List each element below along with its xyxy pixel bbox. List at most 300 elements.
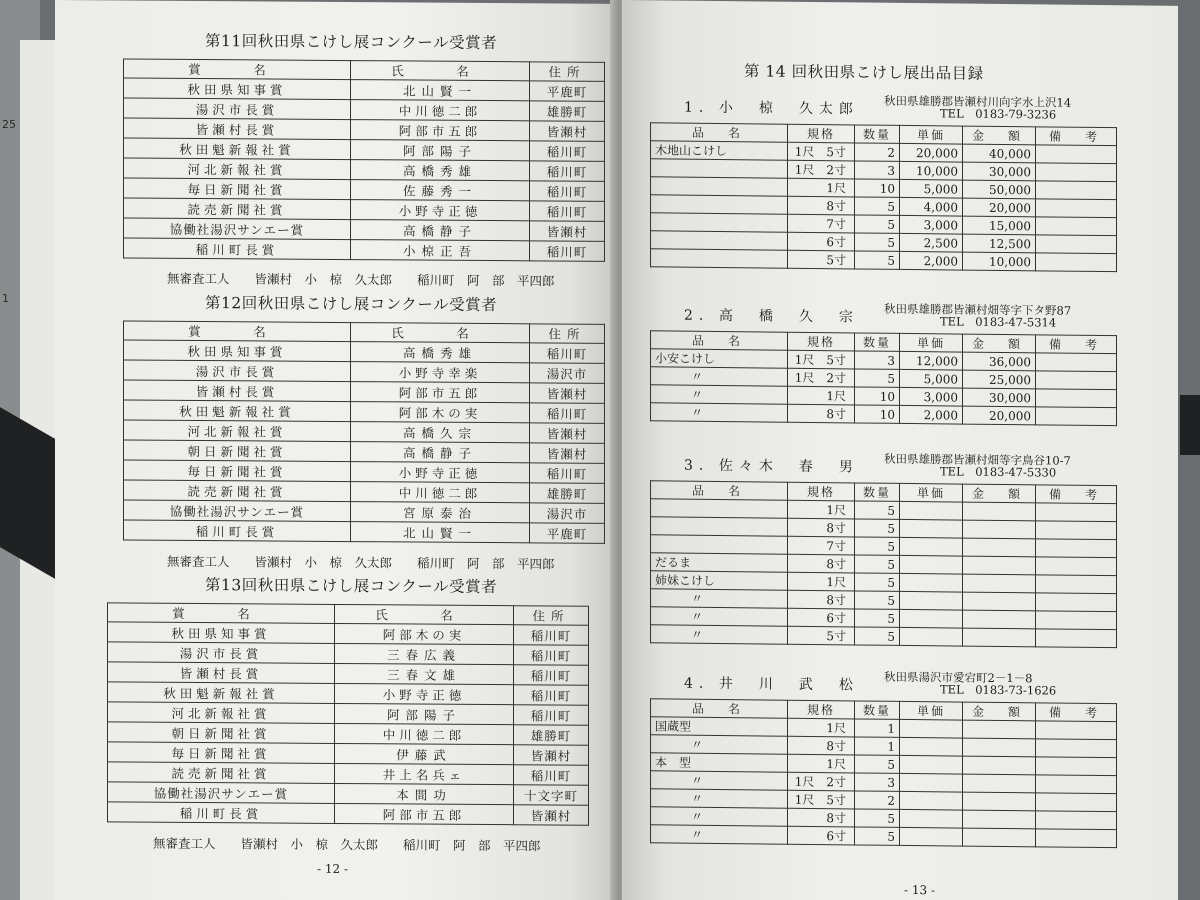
remarks [1036, 353, 1117, 372]
item-name: 〃 [651, 367, 788, 386]
section-title: 第12回秋田県こけし展コンクール受賞者 [205, 294, 498, 315]
size: 1尺 [788, 386, 855, 405]
amount [963, 610, 1036, 629]
winner-name: 中川徳二郎 [351, 100, 530, 121]
quantity: 2 [855, 791, 900, 809]
address: 皆瀬村 [530, 383, 605, 404]
book-clip-right [1180, 395, 1200, 455]
unit-price [900, 627, 963, 646]
item-name: 〃 [651, 807, 788, 826]
column-header: 金 額 [963, 334, 1036, 353]
size: 1尺 [788, 754, 855, 773]
size: 6寸 [788, 826, 855, 845]
amount [963, 520, 1036, 539]
address: 稲川町 [514, 765, 589, 786]
unit-price: 12,000 [900, 351, 963, 370]
remarks [1036, 199, 1117, 218]
amount [963, 738, 1036, 757]
address: 皆瀬村 [530, 221, 605, 242]
column-header: 品 名 [651, 481, 788, 500]
remarks [1036, 407, 1117, 426]
quantity: 1 [855, 719, 900, 737]
item-name: 〃 [651, 735, 788, 754]
unit-price [900, 609, 963, 628]
address: 湯沢市 [530, 503, 605, 524]
size: 1尺 2寸 [788, 772, 855, 791]
column-header: 賞 名 [124, 59, 351, 80]
winner-name: 高橋静子 [351, 442, 530, 463]
maker-address: 秋田県雄勝郡皆瀬村川向字水上沢14 [884, 93, 1072, 110]
column-header: 氏 名 [335, 604, 514, 624]
unit-price [900, 537, 963, 556]
winner-name: 阿部陽子 [351, 140, 530, 161]
address: 雄勝町 [530, 483, 605, 504]
quantity: 5 [855, 537, 900, 555]
column-header: 氏 名 [351, 323, 530, 343]
quantity: 5 [855, 197, 900, 215]
winner-name: 高橋静子 [351, 220, 530, 241]
amount [963, 720, 1036, 739]
award-name: 毎日新聞社賞 [124, 178, 351, 200]
table-row [651, 403, 1117, 426]
column-header: 数量 [855, 701, 900, 719]
amount [963, 502, 1036, 521]
address: 皆瀬村 [514, 805, 589, 826]
remarks [1036, 181, 1117, 200]
unit-price [900, 519, 963, 538]
remarks [1036, 811, 1117, 830]
award-name: 読売新聞社賞 [124, 198, 351, 220]
award-name: 稲川町長賞 [124, 238, 351, 260]
amount: 36,000 [963, 352, 1036, 371]
column-header: 賞 名 [124, 321, 351, 342]
winner-name: 高橋秀雄 [351, 160, 530, 181]
maker-name: 4．井 川 武 松 [684, 675, 859, 694]
amount [963, 756, 1036, 775]
amount: 12,500 [963, 234, 1036, 253]
column-header: 備 考 [1036, 127, 1117, 146]
column-header: 単価 [900, 333, 963, 352]
column-header: 数量 [855, 483, 900, 501]
remarks [1036, 557, 1117, 576]
item-name: 小安こけし [651, 349, 788, 368]
quantity: 5 [855, 573, 900, 591]
unit-price [900, 773, 963, 792]
maker-name: 2．高 橋 久 宗 [684, 307, 859, 326]
unit-price: 3,000 [900, 215, 963, 234]
item-name: 〃 [651, 789, 788, 808]
unit-price [900, 719, 963, 738]
award-name: 毎日新聞社賞 [124, 460, 351, 482]
winner-name: 阿部陽子 [335, 703, 514, 724]
item-name: 木地山こけし [651, 141, 788, 160]
quantity: 5 [855, 501, 900, 519]
size: 5寸 [788, 250, 855, 269]
quantity: 10 [855, 387, 900, 405]
award-name: 稲川町長賞 [108, 802, 335, 824]
award-name: 皆瀬村長賞 [124, 380, 351, 402]
table-header-row [108, 603, 589, 625]
unit-price [900, 791, 963, 810]
remarks [1036, 253, 1117, 272]
quantity: 5 [855, 555, 900, 573]
table-row [108, 802, 589, 825]
award-name: 湯沢市長賞 [108, 642, 335, 664]
unit-price: 4,000 [900, 197, 963, 216]
address: 稲川町 [530, 241, 605, 262]
winner-name: 北山賢一 [351, 522, 530, 543]
winner-name: 高橋秀雄 [351, 342, 530, 363]
maker-address: 秋田県雄勝郡皆瀬村畑等字鳥谷10-7 [884, 451, 1071, 468]
address: 湯沢市 [530, 363, 605, 384]
column-header: 規格 [788, 482, 855, 501]
amount [963, 556, 1036, 575]
item-name [651, 517, 788, 536]
winner-name: 宮原泰治 [351, 502, 530, 523]
award-name: 協働社湯沢サンエー賞 [124, 500, 351, 522]
maker-tel: TEL 0183-47-5330 [940, 464, 1057, 480]
address: 稲川町 [514, 685, 589, 706]
remarks [1036, 217, 1117, 236]
column-header: 単価 [900, 483, 963, 502]
size: 8寸 [788, 518, 855, 537]
item-name: 〃 [651, 771, 788, 790]
amount [963, 810, 1036, 829]
size: 8寸 [788, 590, 855, 609]
item-name: 〃 [651, 825, 788, 844]
column-header: 備 考 [1036, 335, 1117, 354]
item-name: 姉妹こけし [651, 571, 788, 590]
item-name: 〃 [651, 607, 788, 626]
address: 稲川町 [514, 645, 589, 666]
table-row [124, 520, 605, 543]
address: 稲川町 [530, 343, 605, 364]
size: 1尺 2寸 [788, 160, 855, 179]
award-name: 河北新報社賞 [108, 702, 335, 724]
winner-name: 阿部市五郎 [351, 382, 530, 403]
winner-name: 本間功 [335, 783, 514, 804]
unit-price [900, 591, 963, 610]
award-name: 朝日新聞社賞 [108, 722, 335, 744]
address: 稲川町 [530, 161, 605, 182]
remarks [1036, 611, 1117, 630]
award-name: 秋田魁新報社賞 [108, 682, 335, 704]
size: 8寸 [788, 404, 855, 423]
address: 稲川町 [530, 403, 605, 424]
unit-price: 3,000 [900, 387, 963, 406]
maker-tel: TEL 0183-47-5314 [940, 314, 1057, 330]
amount: 20,000 [963, 406, 1036, 425]
unit-price: 5,000 [900, 179, 963, 198]
unit-price: 2,500 [900, 233, 963, 252]
item-name: 〃 [651, 625, 788, 644]
amount [963, 774, 1036, 793]
remarks [1036, 521, 1117, 540]
winner-name: 小野寺正徳 [351, 462, 530, 483]
award-name: 秋田県知事賞 [124, 340, 351, 362]
column-header: 規格 [788, 124, 855, 143]
award-name: 秋田県知事賞 [108, 622, 335, 644]
address: 稲川町 [530, 463, 605, 484]
winner-name: 小野寺幸楽 [351, 362, 530, 383]
item-name: だるま [651, 553, 788, 572]
amount: 30,000 [963, 162, 1036, 181]
size: 5寸 [788, 626, 855, 645]
section-title: 第11回秋田県こけし展コンクール受賞者 [205, 32, 498, 53]
maker-tel: TEL 0183-73-1626 [940, 682, 1057, 698]
quantity: 10 [855, 179, 900, 197]
award-name: 秋田魁新報社賞 [124, 138, 351, 160]
size: 1尺 5寸 [788, 790, 855, 809]
unit-price [900, 737, 963, 756]
remarks [1036, 389, 1117, 408]
catalog-title: 第 14 回秋田県こけし展出品目録 [744, 62, 984, 83]
address: 稲川町 [514, 705, 589, 726]
award-table [123, 320, 605, 543]
remarks [1036, 829, 1117, 848]
item-name [651, 231, 788, 250]
column-header: 規格 [788, 332, 855, 351]
item-name [651, 195, 788, 214]
unit-price: 5,000 [900, 369, 963, 388]
quantity: 5 [855, 233, 900, 251]
catalog-table [650, 330, 1117, 426]
unit-price [900, 555, 963, 574]
remarks [1036, 593, 1117, 612]
table-row [651, 625, 1117, 648]
item-name: 国蔵型 [651, 717, 788, 736]
remarks [1036, 793, 1117, 812]
award-name: 協働社湯沢サンエー賞 [124, 218, 351, 240]
item-name [651, 159, 788, 178]
quantity: 3 [855, 351, 900, 369]
unjudged-artisans: 無審査工人 皆瀬村 小 椋 久太郎 稲川町 阿 部 平四郎 [153, 835, 541, 854]
quantity: 5 [855, 591, 900, 609]
size: 8寸 [788, 196, 855, 215]
amount: 15,000 [963, 216, 1036, 235]
unit-price [900, 755, 963, 774]
quantity: 5 [855, 215, 900, 233]
amount: 40,000 [963, 144, 1036, 163]
amount [963, 792, 1036, 811]
winner-name: 小野寺正徳 [335, 683, 514, 704]
amount [963, 574, 1036, 593]
column-header: 金 額 [963, 702, 1036, 721]
amount [963, 592, 1036, 611]
column-header: 金 額 [963, 126, 1036, 145]
winner-name: 阿部市五郎 [351, 120, 530, 141]
column-header: 備 考 [1036, 703, 1117, 722]
amount: 25,000 [963, 370, 1036, 389]
catalog-table [650, 480, 1117, 648]
unit-price: 2,000 [900, 251, 963, 270]
column-header: 数量 [855, 333, 900, 351]
award-name: 朝日新聞社賞 [124, 440, 351, 462]
size: 1尺 [788, 572, 855, 591]
item-name [651, 499, 788, 518]
quantity: 2 [855, 143, 900, 161]
amount [963, 538, 1036, 557]
remarks [1036, 503, 1117, 522]
quantity: 5 [855, 251, 900, 269]
quantity: 3 [855, 161, 900, 179]
column-header: 備 考 [1036, 485, 1117, 504]
address: 皆瀬村 [530, 121, 605, 142]
size: 8寸 [788, 736, 855, 755]
page-number: - 13 - [904, 882, 936, 898]
remarks [1036, 539, 1117, 558]
page-number: - 12 - [317, 861, 349, 877]
unit-price: 2,000 [900, 405, 963, 424]
table-row [124, 238, 605, 261]
remarks [1036, 739, 1117, 758]
amount: 20,000 [963, 198, 1036, 217]
amount: 50,000 [963, 180, 1036, 199]
address: 稲川町 [514, 625, 589, 646]
item-name: 〃 [651, 403, 788, 422]
item-name: 〃 [651, 385, 788, 404]
unit-price: 10,000 [900, 161, 963, 180]
address: 平鹿町 [530, 81, 605, 102]
remarks [1036, 775, 1117, 794]
unit-price [900, 573, 963, 592]
award-name: 秋田県知事賞 [124, 78, 351, 100]
award-name: 秋田魁新報社賞 [124, 400, 351, 422]
award-name: 読売新聞社賞 [108, 762, 335, 784]
award-name: 読売新聞社賞 [124, 480, 351, 502]
winner-name: 阿部木の実 [335, 623, 514, 644]
column-header: 住所 [514, 606, 589, 626]
remarks [1036, 575, 1117, 594]
address: 稲川町 [530, 201, 605, 222]
winner-name: 三春広義 [335, 643, 514, 664]
quantity: 5 [855, 519, 900, 537]
amount [963, 628, 1036, 647]
award-name: 河北新報社賞 [124, 420, 351, 442]
award-name: 稲川町長賞 [124, 520, 351, 542]
item-name [651, 535, 788, 554]
quantity: 5 [855, 627, 900, 645]
unit-price: 20,000 [900, 143, 963, 162]
ruler-mark: 25 [2, 118, 16, 131]
award-name: 湯沢市長賞 [124, 360, 351, 382]
winner-name: 三春文雄 [335, 663, 514, 684]
size: 1尺 5寸 [788, 142, 855, 161]
winner-name: 井上名兵ェ [335, 763, 514, 784]
quantity: 5 [855, 809, 900, 827]
unit-price [900, 501, 963, 520]
remarks [1036, 721, 1117, 740]
award-table [123, 58, 605, 261]
column-header: 単価 [900, 125, 963, 144]
item-name: 〃 [651, 589, 788, 608]
maker-address: 秋田県湯沢市愛宕町2－1－8 [884, 669, 1033, 686]
winner-name: 伊藤武 [335, 743, 514, 764]
remarks [1036, 163, 1117, 182]
winner-name: 北山賢一 [351, 80, 530, 101]
unjudged-artisans: 無審査工人 皆瀬村 小 椋 久太郎 稲川町 阿 部 平四郎 [167, 270, 555, 289]
item-name [651, 177, 788, 196]
size: 8寸 [788, 808, 855, 827]
catalog-table [650, 122, 1117, 272]
remarks [1036, 235, 1117, 254]
size: 6寸 [788, 232, 855, 251]
column-header: 規格 [788, 700, 855, 719]
size: 7寸 [788, 214, 855, 233]
column-header: 単価 [900, 701, 963, 720]
address: 雄勝町 [514, 725, 589, 746]
quantity: 5 [855, 827, 900, 845]
quantity: 3 [855, 773, 900, 791]
unjudged-artisans: 無審査工人 皆瀬村 小 椋 久太郎 稲川町 阿 部 平四郎 [167, 553, 555, 572]
unit-price [900, 827, 963, 846]
award-name: 協働社湯沢サンエー賞 [108, 782, 335, 804]
page-12 [55, 0, 615, 900]
item-name [651, 213, 788, 232]
column-header: 品 名 [651, 331, 788, 350]
catalog-table [650, 698, 1117, 848]
address: 十文字町 [514, 785, 589, 806]
size: 1尺 [788, 718, 855, 737]
winner-name: 佐藤秀一 [351, 180, 530, 201]
winner-name: 阿部市五郎 [335, 803, 514, 824]
size: 7寸 [788, 536, 855, 555]
amount: 10,000 [963, 252, 1036, 271]
winner-name: 高橋久宗 [351, 422, 530, 443]
table-row [651, 249, 1117, 272]
remarks [1036, 371, 1117, 390]
size: 1尺 [788, 500, 855, 519]
column-header: 賞 名 [108, 603, 335, 624]
award-name: 皆瀬村長賞 [124, 118, 351, 140]
winner-name: 中川徳二郎 [335, 723, 514, 744]
column-header: 品 名 [651, 699, 788, 718]
quantity: 1 [855, 737, 900, 755]
address: 稲川町 [530, 141, 605, 162]
quantity: 5 [855, 755, 900, 773]
quantity: 5 [855, 369, 900, 387]
size: 1尺 5寸 [788, 350, 855, 369]
size: 6寸 [788, 608, 855, 627]
column-header: 数量 [855, 125, 900, 143]
winner-name: 小野寺正徳 [351, 200, 530, 221]
address: 稲川町 [530, 181, 605, 202]
table-row [651, 825, 1117, 848]
amount: 30,000 [963, 388, 1036, 407]
column-header: 品 名 [651, 123, 788, 142]
maker-address: 秋田県雄勝郡皆瀬村畑等字下タ野87 [884, 301, 1072, 318]
address: 皆瀬村 [530, 443, 605, 464]
winner-name: 小椋正吾 [351, 240, 530, 261]
column-header: 住所 [530, 324, 605, 344]
column-header: 氏 名 [351, 61, 530, 81]
award-name: 毎日新聞社賞 [108, 742, 335, 764]
award-name: 河北新報社賞 [124, 158, 351, 180]
maker-name: 3．佐々木 春 男 [684, 457, 859, 476]
column-header: 金 額 [963, 484, 1036, 503]
ruler-mark: 1 [2, 292, 9, 305]
item-name: 本 型 [651, 753, 788, 772]
award-name: 湯沢市長賞 [124, 98, 351, 120]
amount [963, 828, 1036, 847]
award-table [107, 602, 589, 825]
section-title: 第13回秋田県こけし展コンクール受賞者 [205, 576, 498, 597]
address: 雄勝町 [530, 101, 605, 122]
quantity: 10 [855, 405, 900, 423]
size: 1尺 2寸 [788, 368, 855, 387]
address: 平鹿町 [530, 523, 605, 544]
address: 皆瀬村 [530, 423, 605, 444]
